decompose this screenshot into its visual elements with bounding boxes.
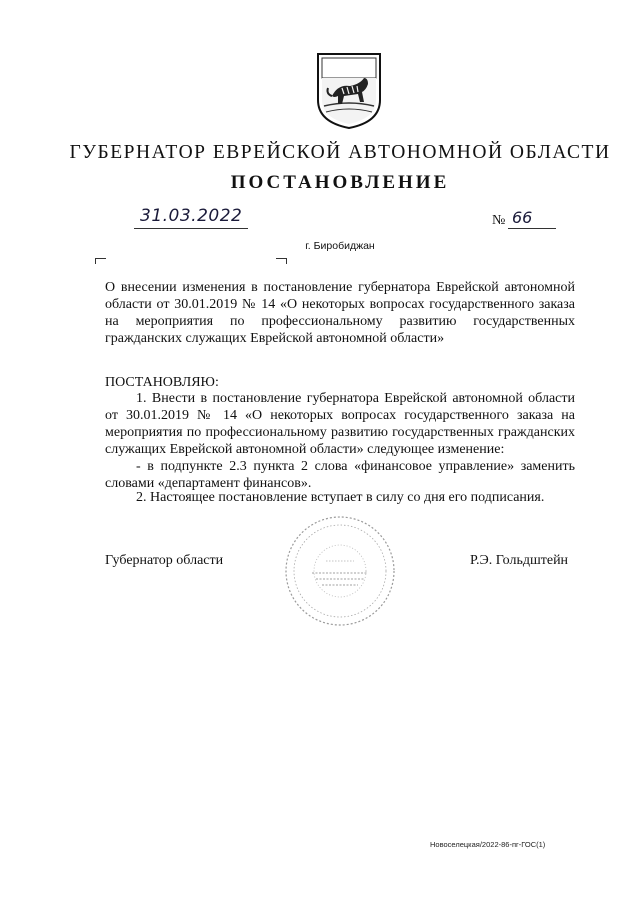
paragraph-1-subitem: - в подпункте 2.3 пункта 2 слова «финансовое управление» заменить словами «департамент финансов». (105, 459, 575, 491)
authority-title: ГУБЕРНАТОР ЕВРЕЙСКОЙ АВТОНОМНОЙ ОБЛАСТИ (69, 142, 611, 163)
document-type-title: ПОСТАНОВЛЕНИЕ (230, 172, 450, 193)
document-reference: Новоселецкая/2022-86-пг-ГОС(1) (430, 840, 546, 849)
signatory-name: Р.Э. Гольдштейн (470, 553, 569, 568)
document-subject: О внесении изменения в постановление губернатора Еврейской автономной области от 30.01.2019 № 14 «О некоторых вопросах государственного заказа на мероприятия по профессиональному развитию государственных гражданских служащих Еврейской автономной области» (105, 280, 575, 346)
number-sign: № (492, 213, 506, 228)
decree-word: ПОСТАНОВЛЯЮ: (105, 375, 219, 390)
right-corner-mark (276, 258, 287, 264)
left-corner-mark (95, 258, 106, 264)
number-underline (508, 228, 556, 229)
official-stamp-icon (282, 513, 398, 629)
signatory-position: Губернатор области (105, 553, 224, 568)
paragraph-1: 1. Внести в постановление губернатора Еврейской автономной области от 30.01.2019 № 14 «О некоторых вопросах государственного заказа на мероприятия по профессиональному развитию государственных гражданских служащих Еврейской автономной области» следующее изменение: (105, 391, 575, 457)
handwritten-number: 66 (512, 208, 533, 227)
date-underline (134, 228, 248, 229)
handwritten-date: 31.03.2022 (140, 206, 243, 226)
coat-of-arms-icon (314, 48, 384, 130)
city-label: г. Биробиджан (305, 240, 375, 252)
paragraph-2: 2. Настоящее постановление вступает в силу со дня его подписания. (136, 490, 545, 505)
